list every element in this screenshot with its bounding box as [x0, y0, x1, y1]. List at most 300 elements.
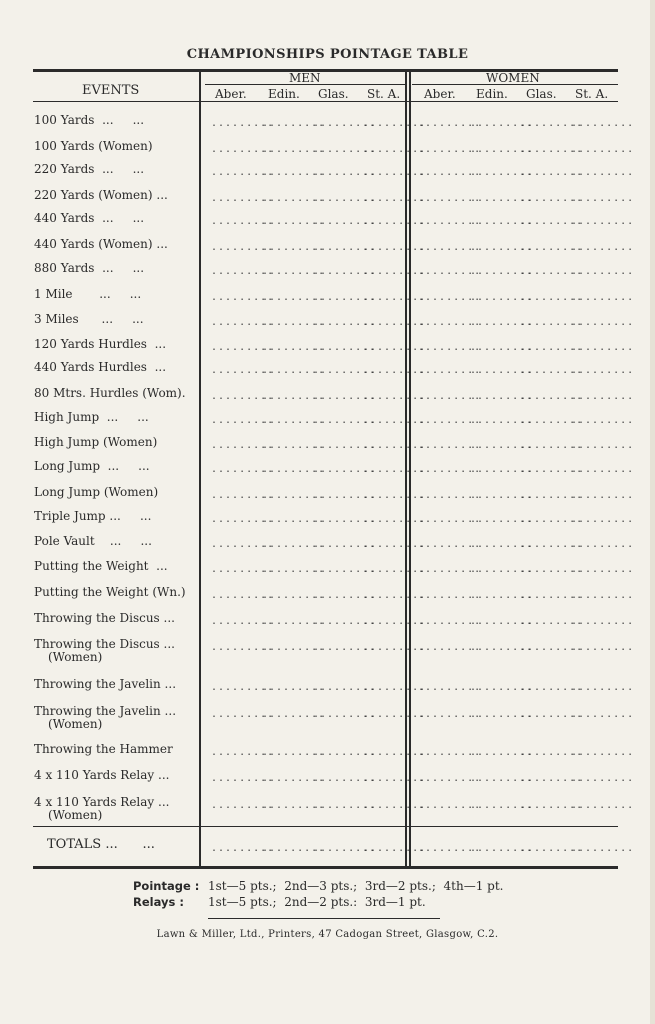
- event-label-line: 120 Yards Hurdles ...: [34, 337, 167, 351]
- score-cell[interactable]: .........: [262, 242, 326, 253]
- score-cell[interactable]: .........: [262, 747, 326, 758]
- total-cell[interactable]: .........: [363, 843, 427, 854]
- score-cell[interactable]: .........: [363, 391, 427, 402]
- score-cell[interactable]: .........: [571, 747, 635, 758]
- event-label: [34, 560, 168, 573]
- score-cell[interactable]: .........: [520, 539, 584, 550]
- event-label: [34, 638, 175, 664]
- score-cell[interactable]: .........: [520, 365, 584, 376]
- event-label: [34, 387, 186, 400]
- score-cell[interactable]: .........: [470, 144, 534, 155]
- event-label: [34, 769, 169, 782]
- event-label: [34, 510, 151, 523]
- score-cell[interactable]: .........: [418, 682, 482, 693]
- score-cell[interactable]: .........: [571, 709, 635, 720]
- event-label-line2: (Women): [48, 717, 103, 731]
- score-cell[interactable]: .........: [470, 242, 534, 253]
- score-cell[interactable]: .........: [470, 317, 534, 328]
- score-cell[interactable]: .........: [520, 342, 584, 353]
- score-cell[interactable]: .........: [571, 590, 635, 601]
- score-cell[interactable]: .........: [418, 564, 482, 575]
- score-cell[interactable]: .........: [520, 391, 584, 402]
- score-cell[interactable]: .........: [313, 167, 377, 178]
- score-cell[interactable]: .........: [418, 747, 482, 758]
- score-cell[interactable]: .........: [313, 464, 377, 475]
- score-cell[interactable]: .........: [211, 800, 275, 811]
- score-cell[interactable]: .........: [470, 642, 534, 653]
- score-cell[interactable]: .........: [571, 193, 635, 204]
- event-label: [34, 313, 144, 326]
- score-cell[interactable]: .........: [470, 118, 534, 129]
- event-label: [34, 586, 186, 599]
- score-cell[interactable]: .........: [520, 642, 584, 653]
- event-label-line: 100 Yards (Women): [34, 139, 153, 153]
- score-cell[interactable]: .........: [571, 464, 635, 475]
- score-cell[interactable]: .........: [262, 391, 326, 402]
- pointage-text: 1st—5 pts.; 2nd—3 pts.; 3rd—2 pts.; 4th—1 pt.: [208, 879, 504, 893]
- event-label-line: 100 Yards ... ...: [34, 113, 145, 127]
- score-cell[interactable]: .........: [520, 415, 584, 426]
- score-cell[interactable]: .........: [211, 415, 275, 426]
- score-cell[interactable]: .........: [313, 266, 377, 277]
- event-label-line: 80 Mtrs. Hurdles (Wom).: [34, 386, 186, 400]
- score-cell[interactable]: .........: [313, 193, 377, 204]
- total-cell[interactable]: .........: [211, 843, 275, 854]
- score-cell[interactable]: .........: [418, 642, 482, 653]
- men-col-header: Edin.: [268, 87, 300, 101]
- score-cell[interactable]: .........: [262, 514, 326, 525]
- score-cell[interactable]: .........: [363, 242, 427, 253]
- score-cell[interactable]: .........: [520, 193, 584, 204]
- score-cell[interactable]: .........: [571, 118, 635, 129]
- event-label: [34, 796, 169, 822]
- total-cell[interactable]: .........: [470, 843, 534, 854]
- score-cell[interactable]: .........: [418, 590, 482, 601]
- score-cell[interactable]: .........: [520, 590, 584, 601]
- score-cell[interactable]: .........: [211, 682, 275, 693]
- score-cell[interactable]: .........: [211, 193, 275, 204]
- event-label-line: Triple Jump ... ...: [34, 509, 152, 523]
- score-cell[interactable]: .........: [262, 167, 326, 178]
- score-cell[interactable]: .........: [418, 490, 482, 501]
- score-cell[interactable]: .........: [262, 144, 326, 155]
- score-cell[interactable]: .........: [363, 342, 427, 353]
- score-cell[interactable]: .........: [520, 709, 584, 720]
- score-cell[interactable]: .........: [520, 167, 584, 178]
- score-cell[interactable]: .........: [363, 616, 427, 627]
- score-cell[interactable]: .........: [520, 490, 584, 501]
- total-cell[interactable]: .........: [520, 843, 584, 854]
- score-cell[interactable]: .........: [363, 440, 427, 451]
- score-cell[interactable]: .........: [211, 514, 275, 525]
- score-cell[interactable]: .........: [262, 490, 326, 501]
- score-cell[interactable]: .........: [571, 514, 635, 525]
- event-label-line: 440 Yards (Women) ...: [34, 237, 168, 251]
- score-cell[interactable]: .........: [470, 167, 534, 178]
- women-col-header: Glas.: [526, 87, 557, 101]
- event-label: [34, 189, 168, 202]
- score-cell[interactable]: .........: [262, 464, 326, 475]
- score-cell[interactable]: .........: [363, 800, 427, 811]
- score-cell[interactable]: .........: [211, 539, 275, 550]
- score-cell[interactable]: .........: [313, 242, 377, 253]
- score-cell[interactable]: .........: [418, 391, 482, 402]
- men-col-header: St. A.: [367, 87, 401, 101]
- event-label-line: 4 x 110 Yards Relay ...: [34, 768, 170, 782]
- events-column-divider: [199, 70, 201, 867]
- score-cell[interactable]: .........: [418, 193, 482, 204]
- score-cell[interactable]: .........: [571, 616, 635, 627]
- event-label: [34, 288, 141, 301]
- score-cell[interactable]: .........: [262, 616, 326, 627]
- totals-label: TOTALS ... ...: [47, 837, 155, 852]
- women-col-header: Edin.: [476, 87, 508, 101]
- event-label-line2: (Women): [48, 650, 103, 664]
- event-label: [34, 411, 149, 424]
- score-cell[interactable]: .........: [418, 616, 482, 627]
- score-cell[interactable]: .........: [520, 682, 584, 693]
- score-cell[interactable]: .........: [211, 709, 275, 720]
- score-cell[interactable]: .........: [470, 682, 534, 693]
- score-cell[interactable]: .........: [571, 342, 635, 353]
- score-cell[interactable]: .........: [262, 773, 326, 784]
- score-cell[interactable]: .........: [313, 440, 377, 451]
- event-label: [34, 361, 166, 374]
- score-cell[interactable]: .........: [211, 216, 275, 227]
- score-cell[interactable]: .........: [571, 365, 635, 376]
- score-cell[interactable]: .........: [470, 539, 534, 550]
- score-cell[interactable]: .........: [418, 216, 482, 227]
- event-label-line: Putting the Weight (Wn.): [34, 585, 186, 599]
- event-label-line: Pole Vault ... ...: [34, 534, 152, 548]
- score-cell[interactable]: .........: [470, 747, 534, 758]
- score-cell[interactable]: .........: [313, 747, 377, 758]
- score-cell[interactable]: .........: [520, 800, 584, 811]
- score-cell[interactable]: .........: [520, 292, 584, 303]
- score-cell[interactable]: .........: [313, 342, 377, 353]
- event-label: [34, 705, 176, 731]
- score-cell[interactable]: .........: [313, 415, 377, 426]
- score-cell[interactable]: .........: [470, 564, 534, 575]
- event-label: [34, 140, 153, 153]
- score-cell[interactable]: .........: [470, 773, 534, 784]
- score-cell[interactable]: .........: [313, 216, 377, 227]
- score-cell[interactable]: .........: [262, 266, 326, 277]
- score-cell[interactable]: .........: [470, 514, 534, 525]
- event-label-line: 220 Yards (Women) ...: [34, 188, 168, 202]
- total-cell[interactable]: .........: [571, 843, 635, 854]
- score-cell[interactable]: .........: [211, 118, 275, 129]
- score-cell[interactable]: .........: [571, 440, 635, 451]
- page-title: CHAMPIONSHIPS POINTAGE TABLE: [186, 47, 469, 62]
- score-cell[interactable]: .........: [262, 590, 326, 601]
- men-header: MEN: [289, 71, 321, 85]
- score-cell[interactable]: .........: [262, 564, 326, 575]
- score-cell[interactable]: .........: [313, 365, 377, 376]
- relays-label: Relays :: [133, 895, 184, 909]
- score-cell[interactable]: .........: [470, 464, 534, 475]
- women-col-header: Aber.: [424, 87, 456, 101]
- score-cell[interactable]: .........: [571, 317, 635, 328]
- score-cell[interactable]: .........: [363, 365, 427, 376]
- score-cell[interactable]: .........: [520, 317, 584, 328]
- score-cell[interactable]: .........: [363, 564, 427, 575]
- totals-rule: [33, 826, 618, 827]
- score-cell[interactable]: .........: [211, 642, 275, 653]
- score-cell[interactable]: .........: [363, 773, 427, 784]
- score-cell[interactable]: .........: [520, 514, 584, 525]
- score-cell[interactable]: .........: [470, 266, 534, 277]
- event-label: [34, 486, 158, 499]
- score-cell[interactable]: .........: [470, 391, 534, 402]
- score-cell[interactable]: .........: [520, 616, 584, 627]
- score-cell[interactable]: .........: [418, 539, 482, 550]
- score-cell[interactable]: .........: [520, 564, 584, 575]
- score-cell[interactable]: .........: [363, 590, 427, 601]
- score-cell[interactable]: .........: [262, 415, 326, 426]
- score-cell[interactable]: .........: [262, 193, 326, 204]
- event-label: [34, 114, 144, 127]
- score-cell[interactable]: .........: [211, 167, 275, 178]
- score-cell[interactable]: .........: [363, 514, 427, 525]
- score-cell[interactable]: .........: [363, 144, 427, 155]
- score-cell[interactable]: .........: [470, 490, 534, 501]
- score-cell[interactable]: .........: [571, 391, 635, 402]
- score-cell[interactable]: .........: [571, 216, 635, 227]
- score-cell[interactable]: .........: [418, 514, 482, 525]
- score-cell[interactable]: .........: [470, 216, 534, 227]
- event-label: [34, 436, 157, 449]
- score-cell[interactable]: .........: [363, 642, 427, 653]
- score-cell[interactable]: .........: [418, 167, 482, 178]
- men-col-header: Aber.: [215, 87, 247, 101]
- score-cell[interactable]: .........: [470, 800, 534, 811]
- score-cell[interactable]: .........: [571, 167, 635, 178]
- score-cell[interactable]: .........: [470, 440, 534, 451]
- score-cell[interactable]: .........: [313, 490, 377, 501]
- event-label-line: 4 x 110 Yards Relay ...: [34, 795, 170, 809]
- score-cell[interactable]: .........: [363, 709, 427, 720]
- score-cell[interactable]: .........: [262, 317, 326, 328]
- event-label: [34, 238, 168, 251]
- score-cell[interactable]: .........: [571, 682, 635, 693]
- score-cell[interactable]: .........: [418, 342, 482, 353]
- score-cell[interactable]: .........: [470, 709, 534, 720]
- total-cell[interactable]: .........: [313, 843, 377, 854]
- score-cell[interactable]: .........: [262, 440, 326, 451]
- score-cell[interactable]: .........: [211, 266, 275, 277]
- score-cell[interactable]: .........: [470, 292, 534, 303]
- score-cell[interactable]: .........: [262, 342, 326, 353]
- event-label-line: High Jump ... ...: [34, 410, 149, 424]
- score-cell[interactable]: .........: [470, 415, 534, 426]
- score-cell[interactable]: .........: [418, 144, 482, 155]
- score-cell[interactable]: .........: [211, 342, 275, 353]
- event-label-line: Throwing the Hammer: [34, 742, 173, 756]
- score-cell[interactable]: .........: [520, 144, 584, 155]
- score-cell[interactable]: .........: [313, 642, 377, 653]
- score-cell[interactable]: .........: [262, 292, 326, 303]
- event-label-line: High Jump (Women): [34, 435, 158, 449]
- event-label-line: 440 Yards ... ...: [34, 211, 145, 225]
- score-cell[interactable]: .........: [571, 800, 635, 811]
- women-header: WOMEN: [486, 71, 540, 85]
- score-cell[interactable]: .........: [313, 317, 377, 328]
- printer-imprint: Lawn & Miller, Ltd., Printers, 47 Cadogan Street, Glasgow, C.2.: [156, 929, 499, 940]
- header-rule: [33, 101, 618, 102]
- score-cell[interactable]: .........: [418, 266, 482, 277]
- score-cell[interactable]: .........: [571, 564, 635, 575]
- score-cell[interactable]: .........: [470, 590, 534, 601]
- bottom-rule: [33, 866, 618, 869]
- score-cell[interactable]: .........: [313, 539, 377, 550]
- score-cell[interactable]: .........: [418, 464, 482, 475]
- score-cell[interactable]: .........: [363, 490, 427, 501]
- score-cell[interactable]: .........: [520, 242, 584, 253]
- score-cell[interactable]: .........: [211, 464, 275, 475]
- score-cell[interactable]: .........: [211, 564, 275, 575]
- score-cell[interactable]: .........: [363, 118, 427, 129]
- score-cell[interactable]: .........: [313, 800, 377, 811]
- legend-underline: [208, 918, 440, 919]
- event-label-line: 880 Yards ... ...: [34, 261, 145, 275]
- score-cell[interactable]: .........: [313, 391, 377, 402]
- score-cell[interactable]: .........: [418, 242, 482, 253]
- score-cell[interactable]: .........: [313, 118, 377, 129]
- score-cell[interactable]: .........: [211, 292, 275, 303]
- event-label-line: Throwing the Javelin ...: [34, 704, 177, 718]
- score-cell[interactable]: .........: [520, 747, 584, 758]
- score-cell[interactable]: .........: [571, 642, 635, 653]
- event-label-line2: (Women): [48, 808, 103, 822]
- event-label-line: 220 Yards ... ...: [34, 162, 145, 176]
- event-label: [34, 212, 144, 225]
- score-cell[interactable]: .........: [363, 539, 427, 550]
- relays-text: 1st—5 pts.; 2nd—2 pts.: 3rd—1 pt.: [208, 895, 426, 909]
- score-cell[interactable]: .........: [520, 266, 584, 277]
- score-cell[interactable]: .........: [571, 773, 635, 784]
- score-cell[interactable]: .........: [520, 440, 584, 451]
- score-cell[interactable]: .........: [313, 773, 377, 784]
- score-cell[interactable]: .........: [363, 167, 427, 178]
- score-cell[interactable]: .........: [211, 747, 275, 758]
- score-cell[interactable]: .........: [571, 490, 635, 501]
- score-cell[interactable]: .........: [470, 616, 534, 627]
- score-cell[interactable]: .........: [313, 514, 377, 525]
- score-cell[interactable]: .........: [363, 292, 427, 303]
- score-cell[interactable]: .........: [520, 216, 584, 227]
- score-cell[interactable]: .........: [470, 365, 534, 376]
- score-cell[interactable]: .........: [211, 773, 275, 784]
- score-cell[interactable]: .........: [571, 415, 635, 426]
- score-cell[interactable]: .........: [211, 391, 275, 402]
- score-cell[interactable]: .........: [418, 415, 482, 426]
- score-cell[interactable]: .........: [418, 365, 482, 376]
- score-cell[interactable]: .........: [418, 317, 482, 328]
- score-cell[interactable]: .........: [262, 539, 326, 550]
- score-cell[interactable]: .........: [262, 709, 326, 720]
- score-cell[interactable]: .........: [418, 118, 482, 129]
- score-cell[interactable]: .........: [363, 193, 427, 204]
- event-label: [34, 262, 144, 275]
- event-label-line: Putting the Weight ...: [34, 559, 168, 573]
- score-cell[interactable]: .........: [211, 616, 275, 627]
- total-cell[interactable]: .........: [418, 843, 482, 854]
- score-cell[interactable]: .........: [313, 682, 377, 693]
- event-label-line: 440 Yards Hurdles ...: [34, 360, 167, 374]
- score-cell[interactable]: .........: [470, 342, 534, 353]
- score-cell[interactable]: .........: [363, 415, 427, 426]
- score-cell[interactable]: .........: [313, 144, 377, 155]
- score-cell[interactable]: .........: [418, 800, 482, 811]
- event-label-line: Throwing the Discus ...: [34, 637, 175, 651]
- score-cell[interactable]: .........: [211, 317, 275, 328]
- score-cell[interactable]: .........: [363, 464, 427, 475]
- score-cell[interactable]: .........: [571, 242, 635, 253]
- pointage-label: Pointage :: [133, 879, 200, 893]
- event-label: [34, 460, 150, 473]
- score-cell[interactable]: .........: [363, 216, 427, 227]
- score-cell[interactable]: .........: [571, 539, 635, 550]
- score-cell[interactable]: .........: [262, 682, 326, 693]
- score-cell[interactable]: .........: [363, 266, 427, 277]
- event-label: [34, 163, 144, 176]
- score-cell[interactable]: .........: [262, 800, 326, 811]
- event-label-line: 3 Miles ... ...: [34, 312, 144, 326]
- score-cell[interactable]: .........: [313, 564, 377, 575]
- event-label-line: 1 Mile ... ...: [34, 287, 142, 301]
- event-label: [34, 338, 166, 351]
- score-cell[interactable]: .........: [211, 590, 275, 601]
- event-label: [34, 678, 176, 691]
- score-cell[interactable]: .........: [211, 440, 275, 451]
- men-col-header: Glas.: [318, 87, 349, 101]
- score-cell[interactable]: .........: [520, 464, 584, 475]
- score-cell[interactable]: .........: [418, 292, 482, 303]
- score-cell[interactable]: .........: [418, 709, 482, 720]
- total-cell[interactable]: .........: [262, 843, 326, 854]
- score-cell[interactable]: .........: [571, 144, 635, 155]
- event-label-line: Long Jump (Women): [34, 485, 159, 499]
- score-cell[interactable]: .........: [262, 365, 326, 376]
- score-cell[interactable]: .........: [520, 773, 584, 784]
- score-cell[interactable]: .........: [211, 490, 275, 501]
- score-cell[interactable]: .........: [418, 773, 482, 784]
- score-cell[interactable]: .........: [262, 642, 326, 653]
- paper-edge: [650, 0, 655, 1024]
- women-col-header: St. A.: [575, 87, 609, 101]
- score-cell[interactable]: .........: [571, 292, 635, 303]
- score-cell[interactable]: .........: [313, 616, 377, 627]
- score-cell[interactable]: .........: [363, 747, 427, 758]
- score-cell[interactable]: .........: [211, 242, 275, 253]
- score-cell[interactable]: .........: [313, 292, 377, 303]
- score-cell[interactable]: .........: [520, 118, 584, 129]
- score-cell[interactable]: .........: [211, 365, 275, 376]
- score-cell[interactable]: .........: [262, 216, 326, 227]
- score-cell[interactable]: .........: [363, 317, 427, 328]
- score-cell[interactable]: .........: [262, 118, 326, 129]
- score-cell[interactable]: .........: [418, 440, 482, 451]
- score-cell[interactable]: .........: [211, 144, 275, 155]
- score-cell[interactable]: .........: [313, 590, 377, 601]
- score-cell[interactable]: .........: [571, 266, 635, 277]
- score-cell[interactable]: .........: [363, 682, 427, 693]
- score-cell[interactable]: .........: [470, 193, 534, 204]
- event-label-line: Long Jump ... ...: [34, 459, 150, 473]
- score-cell[interactable]: .........: [313, 709, 377, 720]
- event-label: [34, 612, 175, 625]
